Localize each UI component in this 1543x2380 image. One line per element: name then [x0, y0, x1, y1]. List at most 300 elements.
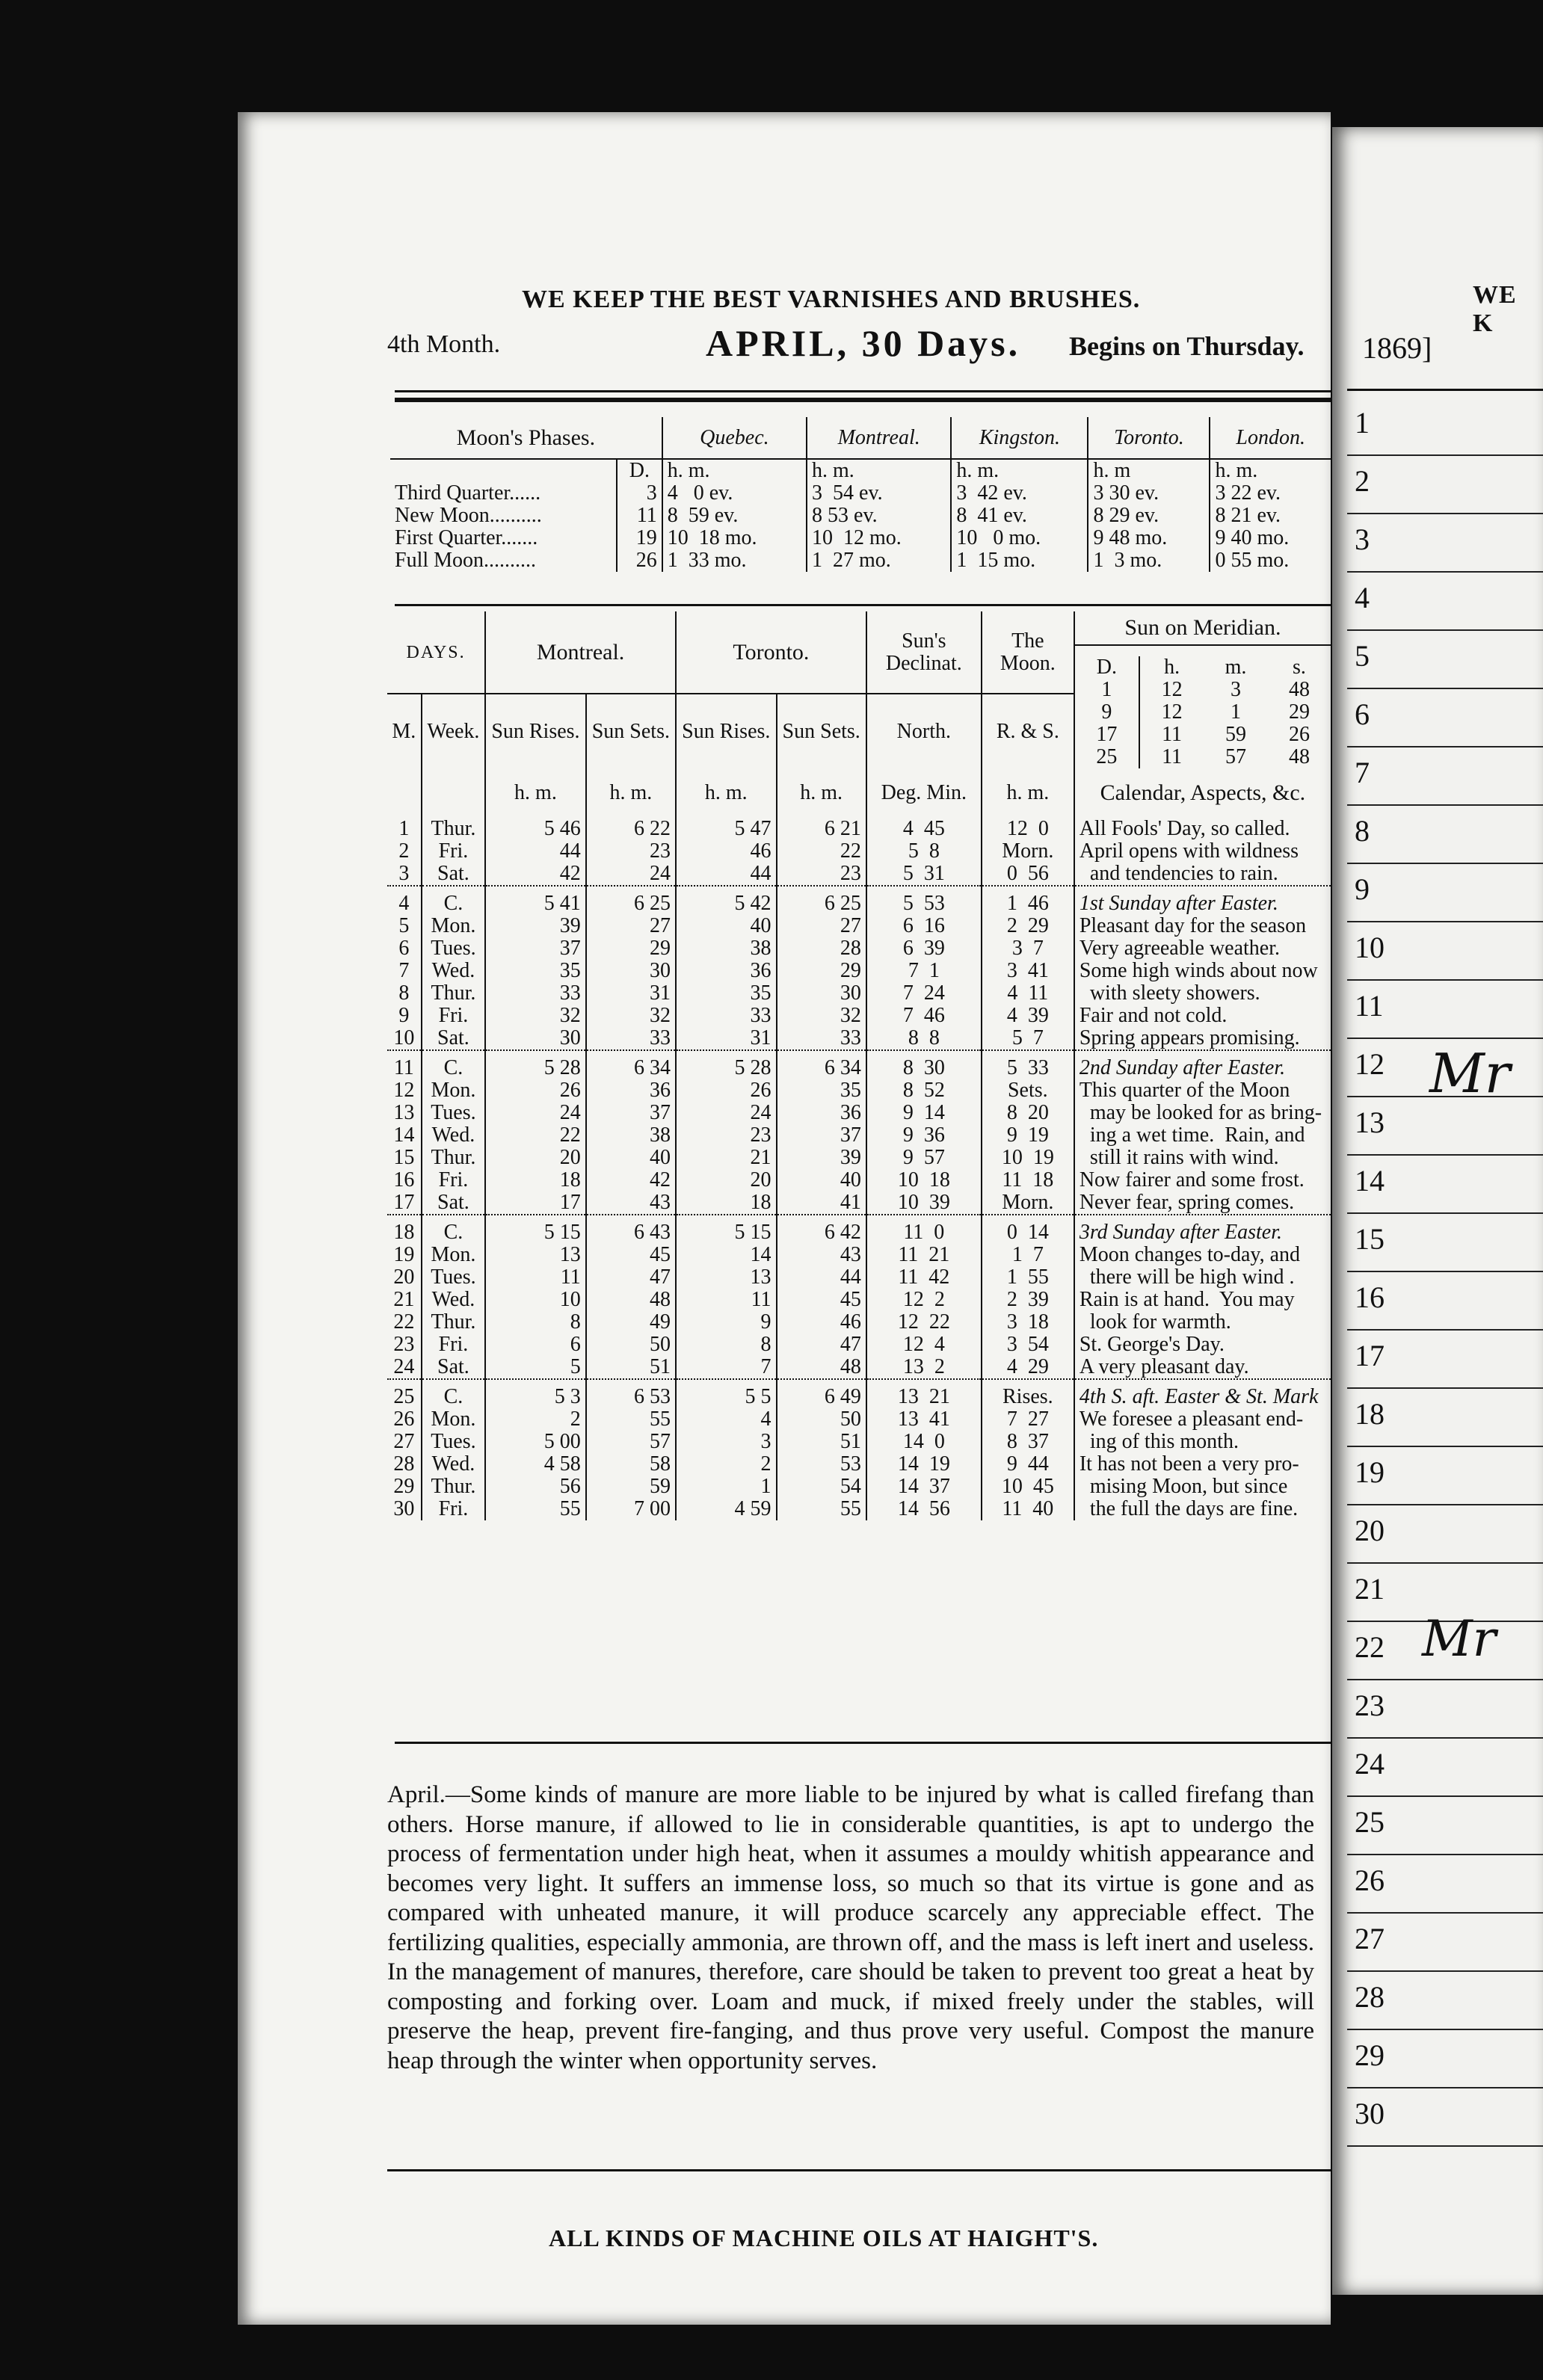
meridian-value: 48 — [1288, 678, 1310, 701]
hm-label: h. m. — [586, 768, 676, 818]
calendar-note: Fair and not cold. — [1074, 1005, 1331, 1027]
day-number: 29 — [393, 1475, 415, 1498]
montreal-sunset: 45 — [586, 1244, 676, 1266]
montreal-sunrise: 13 — [485, 1244, 586, 1266]
toronto-sunrise: 20 — [676, 1169, 777, 1191]
meridian-value: 59 — [1225, 723, 1247, 746]
toronto-sunset: 47 — [777, 1334, 866, 1356]
montreal-sunset: 51 — [586, 1356, 676, 1379]
declination: 8 8 — [866, 1027, 982, 1050]
day-row — [387, 1431, 1331, 1453]
day-line-number: 1 — [1355, 406, 1370, 440]
calendar-note: Never fear, spring comes. — [1074, 1191, 1331, 1215]
toronto-sunrise: 23 — [676, 1124, 777, 1147]
day-line — [1347, 1446, 1543, 1447]
montreal-heading: Montreal. — [485, 611, 676, 694]
calendar-note: Pleasant day for the season — [1074, 915, 1331, 937]
phase-day: 3 — [617, 482, 662, 505]
phase-time: 10 18 mo. — [662, 527, 807, 549]
montreal-sunrise: 20 — [485, 1147, 586, 1169]
toronto-sunrise: 5 42 — [676, 886, 777, 915]
moon-rise-set: 8 37 — [982, 1431, 1074, 1453]
declination: 11 21 — [866, 1244, 982, 1266]
rule-bottom — [395, 1742, 1331, 1744]
declination: 10 18 — [866, 1169, 982, 1191]
calendar-note: 3rd Sunday after Easter. — [1074, 1215, 1331, 1244]
declination: 13 41 — [866, 1408, 982, 1431]
declination: 10 39 — [866, 1191, 982, 1215]
day-line-number: 20 — [1355, 1514, 1385, 1547]
day-line-number: 13 — [1355, 1106, 1385, 1139]
montreal-sunset: 55 — [586, 1408, 676, 1431]
phase-time: 4 0 ev. — [662, 482, 807, 505]
montreal-sunrise: 44 — [485, 840, 586, 863]
montreal-sunset: 47 — [586, 1266, 676, 1289]
weekday: Sat. — [422, 863, 486, 886]
toronto-sunset: 32 — [777, 1005, 866, 1027]
weekday: C. — [422, 1050, 486, 1079]
day-number: 12 — [393, 1079, 415, 1102]
day-row — [387, 840, 1331, 863]
day-number: 27 — [393, 1430, 415, 1453]
day-row — [387, 1498, 1331, 1520]
toronto-sunrise: 18 — [676, 1191, 777, 1215]
day-number: 3 — [398, 862, 410, 885]
declination: 7 46 — [866, 1005, 982, 1027]
montreal-sunset: 42 — [586, 1169, 676, 1191]
city-quebec: Quebec. — [662, 417, 807, 459]
day-line-number: 2 — [1355, 464, 1370, 498]
toronto-sunset: 50 — [777, 1408, 866, 1431]
weekday: Thur. — [422, 1476, 486, 1498]
calendar-note: This quarter of the Moon — [1074, 1079, 1331, 1102]
montreal-sunrise: 5 46 — [485, 818, 586, 840]
phase-time: 3 42 ev. — [951, 482, 1088, 505]
montreal-sunset: 31 — [586, 982, 676, 1005]
toronto-sunset: 36 — [777, 1102, 866, 1124]
day-line — [1347, 1970, 1543, 1972]
header-advertisement: WE KEEP THE BEST VARNISHES AND BRUSHES. — [522, 286, 1141, 313]
moon-rise-set: 3 7 — [982, 937, 1074, 960]
page-title: APRIL, 30 Days. — [706, 322, 1021, 364]
day-number: 13 — [393, 1101, 415, 1124]
montreal-sunrise: 5 15 — [485, 1215, 586, 1244]
degmin-label: Deg. Min. — [866, 768, 982, 818]
moon-rise-set: 10 45 — [982, 1476, 1074, 1498]
montreal-sets: Sun Sets. — [586, 694, 676, 768]
toronto-sunset: 45 — [777, 1289, 866, 1311]
day-line-number: 28 — [1355, 1980, 1385, 2014]
montreal-sunrise: 26 — [485, 1079, 586, 1102]
day-row — [387, 1050, 1331, 1079]
phase-time: 3 54 ev. — [807, 482, 951, 505]
almanac-page-left — [238, 112, 1331, 2325]
day-line-number: 5 — [1355, 639, 1370, 673]
phase-name: New Moon.......... — [395, 504, 542, 527]
toronto-sunset: 6 49 — [777, 1379, 866, 1408]
montreal-sunset: 24 — [586, 863, 676, 886]
day-line-number: 4 — [1355, 581, 1370, 614]
montreal-sunrise: 10 — [485, 1289, 586, 1311]
toronto-sunset: 44 — [777, 1266, 866, 1289]
city-london: London. — [1210, 417, 1331, 459]
toronto-sunrise: 35 — [676, 982, 777, 1005]
toronto-sunrise: 5 15 — [676, 1215, 777, 1244]
day-line — [1347, 1679, 1543, 1680]
weekday: Mon. — [422, 1244, 486, 1266]
montreal-sunset: 43 — [586, 1191, 676, 1215]
year-label: 1869] — [1362, 331, 1432, 365]
day-line — [1347, 1154, 1543, 1156]
day-line-number: 6 — [1355, 697, 1370, 731]
montreal-sunrise: 5 3 — [485, 1379, 586, 1408]
day-line-number: 8 — [1355, 814, 1370, 848]
day-line-number: 21 — [1355, 1572, 1385, 1606]
montreal-sunset: 23 — [586, 840, 676, 863]
meridian-value: 1 — [1231, 700, 1242, 724]
phase-name: Third Quarter...... — [395, 481, 541, 505]
toronto-sunset: 37 — [777, 1124, 866, 1147]
day-number: 6 — [398, 937, 410, 960]
day-line — [1347, 629, 1543, 631]
handwritten-note: Mr — [1422, 1610, 1497, 1668]
declination: 8 30 — [866, 1050, 982, 1079]
montreal-sunset: 48 — [586, 1289, 676, 1311]
day-row — [387, 1476, 1331, 1498]
meridian-value: 3 — [1231, 678, 1242, 701]
weekday: C. — [422, 1215, 486, 1244]
day-line — [1347, 1387, 1543, 1389]
moon-rise-set: 1 55 — [982, 1266, 1074, 1289]
day-row — [387, 1311, 1331, 1334]
day-line — [1347, 746, 1543, 747]
day-line — [1347, 1038, 1543, 1039]
calendar-note: Now fairer and some frost. — [1074, 1169, 1331, 1191]
toronto-sunrise: 7 — [676, 1356, 777, 1379]
toronto-sunset: 40 — [777, 1169, 866, 1191]
phase-time: 9 48 mo. — [1088, 527, 1210, 549]
day-line-number: 22 — [1355, 1630, 1385, 1664]
day-line-number: 18 — [1355, 1397, 1385, 1431]
day-line-number: 12 — [1355, 1047, 1385, 1081]
toronto-sunrise: 8 — [676, 1334, 777, 1356]
meridian-cell — [1074, 611, 1331, 768]
phase-time: 1 27 mo. — [807, 549, 951, 572]
day-number: 4 — [398, 892, 410, 915]
toronto-sunset: 33 — [777, 1027, 866, 1050]
day-line-number: 24 — [1355, 1747, 1385, 1781]
day-line — [1347, 1854, 1543, 1855]
weekday: Tues. — [422, 1102, 486, 1124]
montreal-sunrise: 4 58 — [485, 1453, 586, 1476]
day-row — [387, 937, 1331, 960]
day-row — [387, 1169, 1331, 1191]
phase-time: 1 33 mo. — [662, 549, 807, 572]
day-row — [387, 1379, 1331, 1408]
day-number: 30 — [393, 1497, 415, 1520]
montreal-sunset: 6 22 — [586, 818, 676, 840]
toronto-sunset: 28 — [777, 937, 866, 960]
toronto-sunrise: 2 — [676, 1453, 777, 1476]
moon-rise-set: 5 7 — [982, 1027, 1074, 1050]
toronto-sunrise: 5 5 — [676, 1379, 777, 1408]
montreal-sunrise: 11 — [485, 1266, 586, 1289]
toronto-sunrise: 5 28 — [676, 1050, 777, 1079]
toronto-sunrise: 31 — [676, 1027, 777, 1050]
rule-footer — [387, 2169, 1331, 2171]
toronto-sunset: 22 — [777, 840, 866, 863]
montreal-sunset: 7 00 — [586, 1498, 676, 1520]
moon-phases-table — [390, 417, 1331, 572]
montreal-sunset: 49 — [586, 1311, 676, 1334]
declination: 14 19 — [866, 1453, 982, 1476]
declination: 13 2 — [866, 1356, 982, 1379]
toronto-sunset: 6 34 — [777, 1050, 866, 1079]
day-number: 24 — [393, 1355, 415, 1378]
day-line — [1347, 688, 1543, 689]
weekday: Fri. — [422, 1334, 486, 1356]
declination: 12 4 — [866, 1334, 982, 1356]
day-row — [387, 863, 1331, 886]
day-number: 18 — [393, 1221, 415, 1244]
toronto-sunrise: 1 — [676, 1476, 777, 1498]
day-line-number: 9 — [1355, 872, 1370, 906]
meridian-col-label: s. — [1292, 656, 1306, 679]
montreal-sunrise: 17 — [485, 1191, 586, 1215]
toronto-sunset: 43 — [777, 1244, 866, 1266]
hm-label: h. m. — [676, 768, 777, 818]
moon-phase-row — [390, 482, 1331, 505]
toronto-sunrise: 9 — [676, 1311, 777, 1334]
calendar-note: look for warmth. — [1074, 1311, 1331, 1334]
declination: 9 14 — [866, 1102, 982, 1124]
phase-name: First Quarter....... — [395, 526, 538, 549]
montreal-sunrise: 55 — [485, 1498, 586, 1520]
montreal-sunset: 27 — [586, 915, 676, 937]
calendar-note: Very agreeable weather. — [1074, 937, 1331, 960]
toronto-sunrise: 38 — [676, 937, 777, 960]
moon-rise-set: 7 27 — [982, 1408, 1074, 1431]
unit-label: h. m. — [807, 459, 951, 482]
day-row — [387, 1079, 1331, 1102]
moon-rise-set: 9 44 — [982, 1453, 1074, 1476]
city-kingston: Kingston. — [951, 417, 1088, 459]
montreal-sunset: 59 — [586, 1476, 676, 1498]
montreal-sunrise: 22 — [485, 1124, 586, 1147]
day-line — [1347, 513, 1543, 514]
toronto-sunset: 29 — [777, 960, 866, 982]
moon-rise-set: 10 19 — [982, 1147, 1074, 1169]
week-heading: Week. — [422, 694, 486, 768]
weekday: Fri. — [422, 1005, 486, 1027]
double-rule-bottom — [395, 398, 1331, 402]
montreal-sunset: 33 — [586, 1027, 676, 1050]
moon-rise-set: 0 56 — [982, 863, 1074, 886]
montreal-sunrise: 5 28 — [485, 1050, 586, 1079]
montreal-sunset: 40 — [586, 1147, 676, 1169]
montreal-sunset: 36 — [586, 1079, 676, 1102]
day-line-number: 27 — [1355, 1922, 1385, 1955]
toronto-sets: Sun Sets. — [777, 694, 866, 768]
day-line-number: 15 — [1355, 1222, 1385, 1256]
phase-time: 8 53 ev. — [807, 505, 951, 527]
phase-day: 26 — [617, 549, 662, 572]
day-line-number: 19 — [1355, 1455, 1385, 1489]
day-number: 28 — [393, 1452, 415, 1476]
calendar-note: 2nd Sunday after Easter. — [1074, 1050, 1331, 1079]
day-line — [1347, 1212, 1543, 1214]
meridian-value: 29 — [1288, 700, 1310, 724]
moon-rise-set: 1 46 — [982, 886, 1074, 915]
phase-time: 1 15 mo. — [951, 549, 1088, 572]
calendar-note: Rain is at hand. You may — [1074, 1289, 1331, 1311]
montreal-sunset: 58 — [586, 1453, 676, 1476]
day-number: 7 — [398, 959, 410, 982]
day-number: 1 — [398, 817, 410, 840]
day-line — [1347, 2145, 1543, 2147]
montreal-sunset: 6 53 — [586, 1379, 676, 1408]
montreal-sunset: 32 — [586, 1005, 676, 1027]
toronto-sunrise: 36 — [676, 960, 777, 982]
weekday: Tues. — [422, 1431, 486, 1453]
meridian-value: 1 — [1075, 679, 1139, 701]
day-line — [1347, 1737, 1543, 1739]
declination: 9 57 — [866, 1147, 982, 1169]
moon-rise-set: 0 14 — [982, 1215, 1074, 1244]
daily-calendar-table — [387, 611, 1331, 1520]
day-number: 5 — [398, 914, 410, 937]
calendar-note: All Fools' Day, so called. — [1074, 818, 1331, 840]
calendar-note: the full the days are fine. — [1074, 1498, 1331, 1520]
toronto-rises: Sun Rises. — [676, 694, 777, 768]
moon-rise-set: Morn. — [982, 840, 1074, 863]
calendar-note: mising Moon, but since — [1074, 1476, 1331, 1498]
meridian-value: 48 — [1288, 745, 1310, 768]
day-number: 16 — [393, 1168, 415, 1191]
hm-label: h. m. — [485, 768, 586, 818]
moon-rise-set: 2 29 — [982, 915, 1074, 937]
footer-advertisement: ALL KINDS OF MACHINE OILS AT HAIGHT'S. — [549, 2225, 1099, 2251]
calendar-note: St. George's Day. — [1074, 1334, 1331, 1356]
moon-rise-set: 3 18 — [982, 1311, 1074, 1334]
phase-time: 10 12 mo. — [807, 527, 951, 549]
moon-rise-set: 4 39 — [982, 1005, 1074, 1027]
calendar-note: still it rains with wind. — [1074, 1147, 1331, 1169]
toronto-sunset: 48 — [777, 1356, 866, 1379]
toronto-sunrise: 26 — [676, 1079, 777, 1102]
moon-rise-set: 12 0 — [982, 818, 1074, 840]
montreal-sunset: 6 25 — [586, 886, 676, 915]
meridian-col-label: h. — [1164, 656, 1180, 679]
rule-mid — [395, 604, 1331, 606]
day-line — [1347, 2087, 1543, 2088]
moon-rise-set: 3 41 — [982, 960, 1074, 982]
declination: 6 16 — [866, 915, 982, 937]
april-paragraph: April.—Some kinds of manure are more liable to be injured by what is called firefang than others. Horse manure, if allowed to lie in considerable quantities, is apt to undergo the process of fermentation under high heat, when it assumes a mouldy whitish appearance and becomes very light. It suffers an immense loss, so much so that its virtue is gone and as compared with unheated manure, it will produce scarcely any appreciable effect. The fertilizing qualities, especially ammonia, are thrown off, and the mass is left inert and useless. In the management of manures, therefore, care should be taken to prevent too great a heat by composting and forking over. Loam and muck, if mixed freely under the stables, will preserve the heap, prevent fire-fanging, and thus prove very useful. Compost the manure heap through the winter when opportunity serves. — [387, 1781, 1314, 2074]
day-row — [387, 1005, 1331, 1027]
phase-time: 10 0 mo. — [951, 527, 1088, 549]
day-number: 15 — [393, 1146, 415, 1169]
toronto-sunset: 55 — [777, 1498, 866, 1520]
day-number: 2 — [398, 839, 410, 863]
toronto-sunset: 41 — [777, 1191, 866, 1215]
toronto-sunset: 6 21 — [777, 818, 866, 840]
day-number: 9 — [398, 1004, 410, 1027]
day-line-number: 7 — [1355, 756, 1370, 789]
toronto-sunrise: 40 — [676, 915, 777, 937]
montreal-sunset: 6 34 — [586, 1050, 676, 1079]
day-line-number: 26 — [1355, 1863, 1385, 1897]
moon-rise-set: 11 40 — [982, 1498, 1074, 1520]
montreal-sunset: 30 — [586, 960, 676, 982]
declination: 14 56 — [866, 1498, 982, 1520]
day-line — [1347, 863, 1543, 864]
weekday: Tues. — [422, 937, 486, 960]
phase-time: 9 40 mo. — [1210, 527, 1331, 549]
day-line-number: 29 — [1355, 2038, 1385, 2072]
meridian-value: 11 — [1162, 723, 1183, 746]
declination: 6 39 — [866, 937, 982, 960]
moon-rise-set: 5 33 — [982, 1050, 1074, 1079]
day-line-number: 11 — [1355, 989, 1384, 1023]
weekday: Sat. — [422, 1356, 486, 1379]
double-rule-top — [395, 390, 1331, 392]
toronto-sunset: 35 — [777, 1079, 866, 1102]
meridian-value: 12 — [1161, 700, 1183, 724]
day-number: 17 — [393, 1191, 415, 1214]
montreal-sunset: 37 — [586, 1102, 676, 1124]
weekday: Fri. — [422, 1498, 486, 1520]
day-line — [1347, 2029, 1543, 2030]
m-heading: M. — [392, 719, 416, 743]
calendar-note: Moon changes to-day, and — [1074, 1244, 1331, 1266]
toronto-sunrise: 46 — [676, 840, 777, 863]
day-line-number: 17 — [1355, 1339, 1385, 1372]
weekday: Tues. — [422, 1266, 486, 1289]
weekday: Fri. — [422, 1169, 486, 1191]
day-line — [1347, 1271, 1543, 1272]
toronto-sunrise: 3 — [676, 1431, 777, 1453]
right-header-advertisement: WE K — [1473, 281, 1517, 337]
day-rows — [387, 818, 1331, 1520]
moon-phase-row — [390, 527, 1331, 549]
day-line-number: 23 — [1355, 1689, 1385, 1722]
day-line-number: 16 — [1355, 1280, 1385, 1314]
weekday: Thur. — [422, 818, 486, 840]
moon-phase-row — [390, 505, 1331, 527]
month-label: 4th Month. — [387, 330, 501, 358]
day-line — [1347, 804, 1543, 806]
day-line — [1347, 454, 1543, 456]
declination: 12 2 — [866, 1289, 982, 1311]
city-montreal: Montreal. — [807, 417, 951, 459]
declination: 14 0 — [866, 1431, 982, 1453]
calendar-note: Spring appears promising. — [1074, 1027, 1331, 1050]
calendar-note: April opens with wildness — [1074, 840, 1331, 863]
day-row — [387, 1266, 1331, 1289]
calendar-note: A very pleasant day. — [1074, 1356, 1331, 1379]
day-row — [387, 1191, 1331, 1215]
weekday: C. — [422, 1379, 486, 1408]
montreal-sunset: 29 — [586, 937, 676, 960]
day-row — [387, 960, 1331, 982]
day-row — [387, 1102, 1331, 1124]
day-row — [387, 1027, 1331, 1050]
meridian-value: 57 — [1225, 745, 1247, 768]
montreal-sunset: 57 — [586, 1431, 676, 1453]
day-line — [1347, 1504, 1543, 1505]
declination: 7 1 — [866, 960, 982, 982]
